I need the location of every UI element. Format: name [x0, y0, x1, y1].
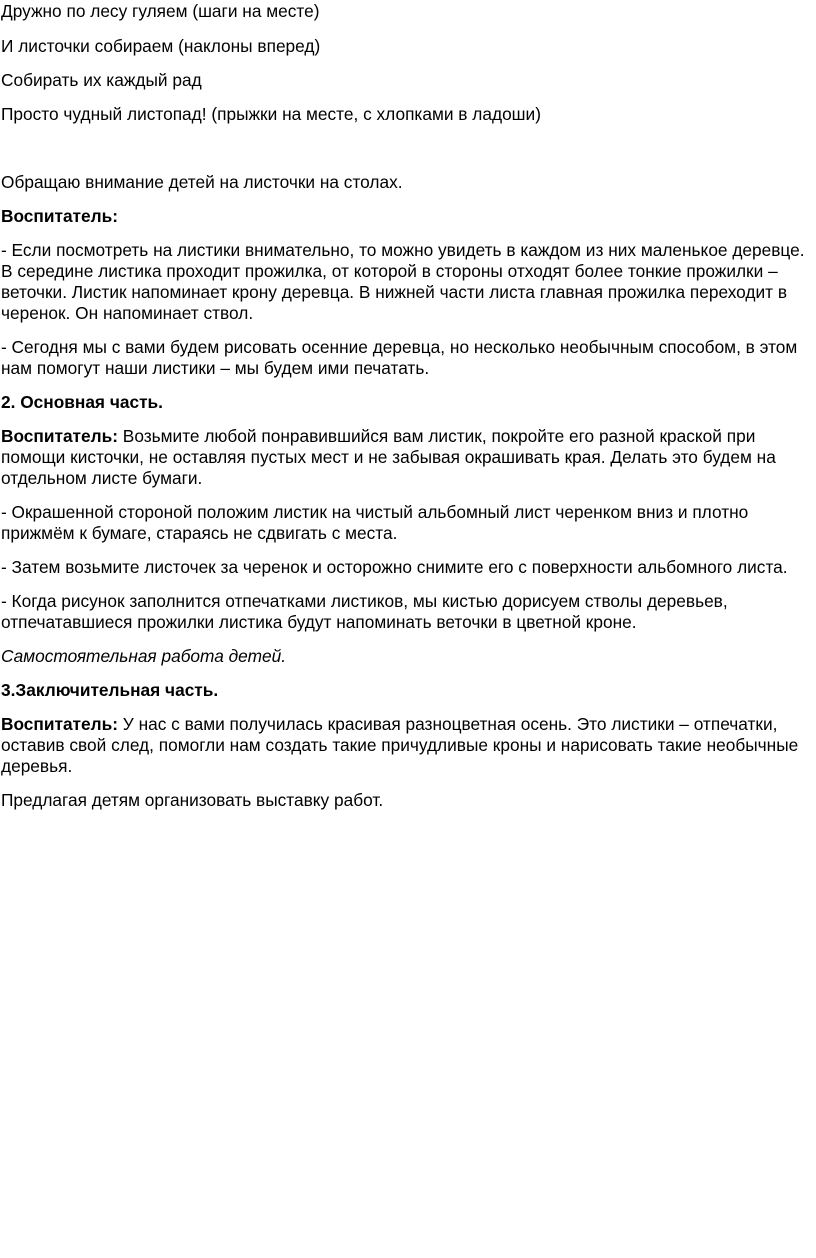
poem-line-2: И листочки собираем (наклоны вперед): [1, 36, 321, 56]
finish-paragraph: - Когда рисунок заполнится отпечатками листиков, мы кистью дорисуем стволы деревьев, отпечатавшиеся прожилки листика будут напоминать веточки в цветной кроне.: [1, 591, 728, 632]
take-leaf-paragraph: [1, 426, 806, 489]
conclusion-text: У нас с вами получилась красивая разноцветная осень. Это листики – отпечатки, оставив свой след, помогли нам создать такие причудливые кроны и нарисовать такие необычные деревья.: [1, 714, 799, 776]
attention-paragraph: Обращаю внимание детей на листочки на столах.: [1, 172, 403, 192]
poem-line-4: Просто чудный листопад! (прыжки на месте, с хлопками в ладоши): [1, 104, 541, 124]
today-paragraph: - Сегодня мы с вами будем рисовать осенние деревца, но несколько необычным способом, в этом нам помогут наши листики – мы будем ими печатать.: [1, 337, 798, 378]
place-leaf-paragraph: - Окрашенной стороной положим листик на чистый альбомный лист черенком вниз и плотно прижмём к бумаге, стараясь не сдвигать с места.: [1, 502, 749, 543]
section-3-heading: 3.Заключительная часть.: [1, 680, 219, 700]
document-body: [1, 172, 806, 824]
take-leaf-text: Возьмите любой понравившийся вам листик, покройте его разной краской при помощи кисточки, не оставляя пустых мест и не забывая окрашивать края. Делать это будем на отдельном листе бумаги.: [1, 426, 776, 488]
exhibition-paragraph: Предлагая детям организовать выставку работ.: [1, 790, 384, 810]
remove-leaf-paragraph: - Затем возьмите листочек за черенок и осторожно снимите его с поверхности альбомного листа.: [1, 557, 788, 577]
section-2-heading: 2. Основная часть.: [1, 392, 163, 412]
poem-line-1: Дружно по лесу гуляем (шаги на месте): [1, 1, 320, 21]
independent-work-note: Самостоятельная работа детей.: [1, 646, 287, 666]
teacher-label: Воспитатель:: [1, 206, 118, 226]
poem-line-3: Собирать их каждый рад: [1, 70, 202, 90]
teacher-label: Воспитатель:: [1, 426, 118, 446]
conclusion-paragraph: [1, 714, 806, 777]
leaves-paragraph: - Если посмотреть на листики внимательно, то можно увидеть в каждом из них маленькое деревце. В середине листика проходит прожилка, от которой в стороны отходят более тонкие прожилки – веточки. Листик напоминает крону деревца. В нижней части листа главная прожилка переходит в черенок. Он напоминает ствол.: [1, 240, 805, 323]
teacher-label: Воспитатель:: [1, 714, 118, 734]
